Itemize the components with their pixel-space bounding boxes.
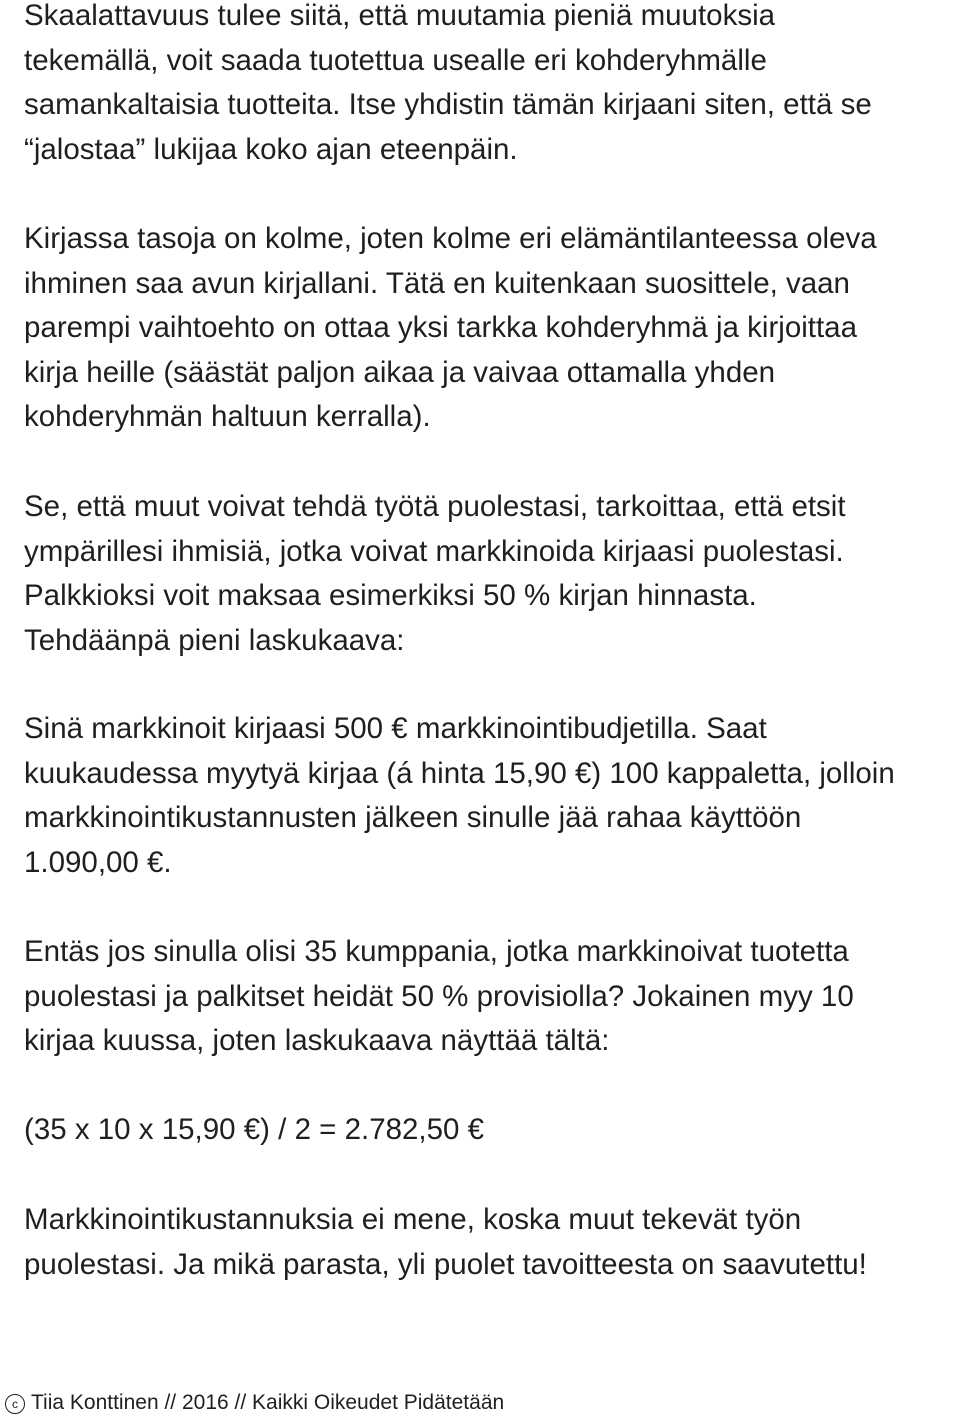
- text-line: kirjaa kuussa, joten laskukaava näyttää tältä:: [24, 1024, 610, 1057]
- paragraph-others-work: [24, 485, 846, 663]
- copyright-icon: c: [5, 1394, 25, 1414]
- paragraph-own-marketing: [24, 707, 895, 885]
- text-line: parempi vaihtoehto on ottaa yksi tarkka kohderyhmä ja kirjoittaa: [24, 311, 857, 344]
- text-line: 1.090,00 €.: [24, 845, 172, 879]
- text-line: Se, että muut voivat tehdä työtä puolestasi, tarkoittaa, että etsit: [24, 490, 846, 523]
- text-line: puolestasi. Ja mikä parasta, yli puolet tavoitteesta on saavutettu!: [24, 1247, 867, 1281]
- text-line: ihminen saa avun kirjallani. Tätä en kuitenkaan suosittele, vaan: [24, 266, 850, 300]
- text-line: Entäs jos sinulla olisi 35 kumppania, jotka markkinoivat tuotetta: [24, 935, 849, 968]
- text-line: Skaalattavuus tulee siitä, että muutamia pieniä muutoksia: [24, 0, 776, 32]
- paragraph-scalability: [24, 0, 872, 172]
- text-line: Sinä markkinoit kirjaasi 500 € markkinointibudjetilla. Saat: [24, 712, 767, 745]
- text-line: Palkkioksi voit maksaa esimerkiksi 50 % kirjan hinnasta.: [24, 579, 757, 612]
- paragraph-levels: [24, 217, 877, 440]
- paragraph-formula: [24, 1108, 484, 1153]
- formula-line: (35 x 10 x 15,90 €) / 2 = 2.782,50 €: [24, 1113, 485, 1146]
- text-line: kuukaudessa myytyä kirjaa (á hinta 15,90 €) 100 kappaletta, jolloin: [24, 756, 895, 790]
- paragraph-conclusion: [24, 1198, 867, 1287]
- text-line: markkinointikustannusten jälkeen sinulle jää rahaa käyttöön: [24, 801, 802, 834]
- text-line: samankaltaisia tuotteita. Itse yhdistin tämän kirjaani siten, että se: [24, 88, 872, 121]
- copyright-footer: [5, 1390, 504, 1416]
- footer-text: Tiia Konttinen // 2016 // Kaikki Oikeudet Pidätetään: [31, 1391, 505, 1414]
- text-line: kirja heille (säästät paljon aikaa ja vaivaa ottamalla yhden: [24, 355, 776, 389]
- text-line: “jalostaa” lukijaa koko ajan eteenpäin.: [24, 132, 518, 166]
- text-line: tekemällä, voit saada tuotettua usealle eri kohderyhmälle: [24, 43, 767, 77]
- text-line: Markkinointikustannuksia ei mene, koska muut tekevät työn: [24, 1203, 802, 1236]
- paragraph-partners: [24, 930, 854, 1064]
- text-line: Tehdäänpä pieni laskukaava:: [24, 623, 405, 657]
- text-line: Kirjassa tasoja on kolme, joten kolme eri elämäntilanteessa oleva: [24, 222, 877, 255]
- text-line: kohderyhmän haltuun kerralla).: [24, 400, 431, 433]
- text-line: puolestasi ja palkitset heidät 50 % provisiolla? Jokainen myy 10: [24, 979, 854, 1013]
- text-line: ympärillesi ihmisiä, jotka voivat markkinoida kirjaasi puolestasi.: [24, 534, 844, 568]
